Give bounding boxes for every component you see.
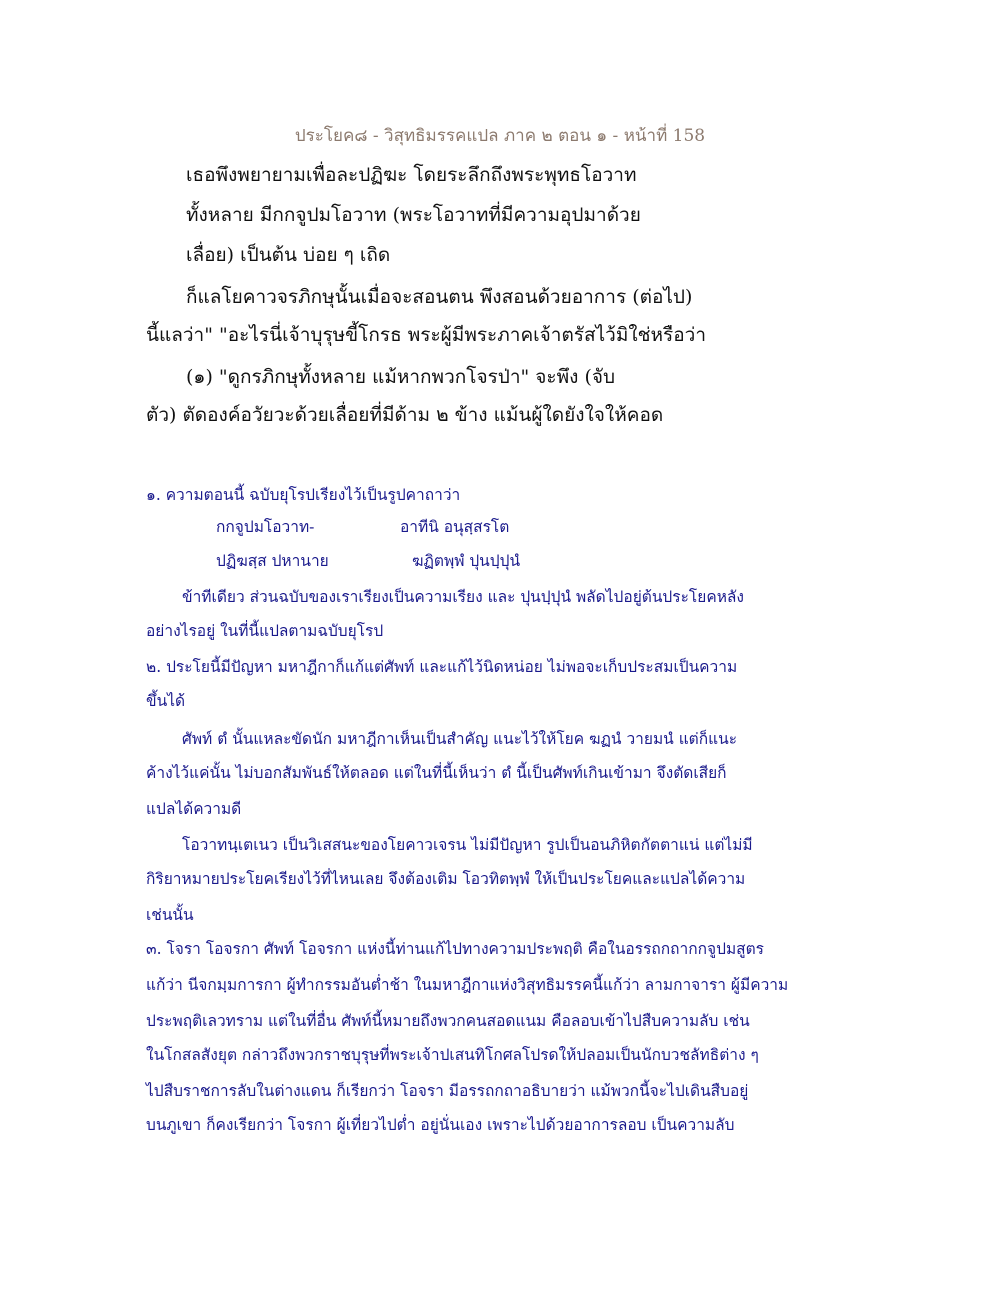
footnote-line: ศัพท์ ตํ นั้นแหละขัดนัก มหาฎีกาเห็นเป็นสำคัญ แนะไว้ให้โยค ฆฏนํ วายมนํ แต่ก็แนะ	[182, 730, 738, 748]
footnote-line: ข้าทีเดียว ส่วนฉบับของเราเรียงเป็นความเรียง และ ปุนปฺปุนํ พลัดไปอยู่ต้นประโยคหลัง	[182, 588, 744, 606]
footnote-verse: กกจูปมโอวาท-	[216, 518, 315, 536]
main-line-1: เธอพึงพยายามเพื่อละปฏิฆะ โดยระลึกถึงพระพุทธโอวาท	[186, 164, 637, 186]
main-line-3: เลื่อย) เป็นต้น บ่อย ๆ เถิด	[186, 244, 391, 266]
footnote-line: ๑. ความตอนนี้ ฉบับยุโรปเรียงไว้เป็นรูปคาถาว่า	[146, 486, 461, 504]
footnote-line: โอวาทนฺเตเนว เป็นวิเสสนะของโยคาวเจรน ไม่มีปัญหา รูปเป็นอนภิหิตกัตตาแน่ แต่ไม่มี	[182, 836, 753, 854]
footnote-line: บนภูเขา ก็คงเรียกว่า โจรกา ผู้เที่ยวไปต่ำ อยู่นั่นเอง เพราะไปด้วยอาการลอบ เป็นความลับ	[146, 1116, 735, 1134]
footnote-line: ค้างไว้แค่นั้น ไม่บอกสัมพันธ์ให้ตลอด แต่ในที่นี้เห็นว่า ตํ นี้เป็นศัพท์เกินเข้ามา จึงตัดเสียก็	[146, 764, 727, 782]
footnote-line: แปลได้ความดี	[146, 800, 242, 818]
main-line-7: ตัว) ตัดองค์อวัยวะด้วยเลื่อยที่มีด้าม ๒ ข้าง แม้นผู้ใดยังใจให้คอด	[146, 404, 664, 426]
footnote-line: ไปสืบราชการลับในต่างแดน ก็เรียกว่า โอจรา มีอรรถกถาอธิบายว่า แม้พวกนี้จะไปเดินสืบอยู่	[146, 1082, 749, 1100]
footnote-line: ประพฤติเลวทราม แต่ในที่อื่น ศัพท์นี้หมายถึงพวกคนสอดแนม คือลอบเข้าไปสืบความลับ เช่น	[146, 1012, 750, 1030]
footnote-line: ๓. โจรา โอจรกา ศัพท์ โอจรกา แห่งนี้ท่านแก้ไปทางความประพฤติ คือในอรรถกถากกจูปมสูตร	[146, 940, 765, 958]
page-header: ประโยค๘ - วิสุทธิมรรคแปล ภาค ๒ ตอน ๑ - หน้าที่ 158	[294, 126, 706, 146]
footnote-line: แก้ว่า นีจกมฺมการกา ผู้ทำกรรมอันต่ำช้า ในมหาฎีกาแห่งวิสุทธิมรรคนี้แก้ว่า ลามกาจารา ผู้มีความ	[146, 976, 789, 994]
footnote-line: อย่างไรอยู่ ในที่นี้แปลตามฉบับยุโรป	[146, 622, 384, 640]
footnote-line: ๒. ประโยนี้มีปัญหา มหาฎีกาก็แก้แต่ศัพท์ และแก้ไว้นิดหน่อย ไม่พอจะเก็บประสมเป็นความ	[146, 658, 738, 676]
footnote-line: ขึ้นได้	[146, 692, 186, 710]
footnote-verse: ปฏิฆสฺส ปหานาย	[216, 552, 329, 570]
footnote-line: ในโกสลสังยุต กล่าวถึงพวกราชบุรุษที่พระเจ้าปเสนทิโกศลโปรดให้ปลอมเป็นนักบวชลัทธิต่าง ๆ	[146, 1046, 759, 1064]
footnote-line: เช่นนั้น	[146, 906, 194, 924]
main-line-6: (๑) "ดูกรภิกษุทั้งหลาย แม้หากพวกโจรป่า" จะพึง (จับ	[186, 366, 616, 388]
footnote-line: กิริยาหมายประโยคเรียงไว้ที่ไหนเลย จึงต้องเติม โอวทิตพฺพํ ให้เป็นประโยคและแปลได้ความ	[146, 870, 746, 888]
footnote-verse: ฆฏิตพฺพํ ปุนปฺปุนํ	[412, 552, 521, 570]
footnote-verse: อาทีนิ อนุสฺสรโต	[400, 518, 510, 536]
main-line-5: นี้แลว่า" "อะไรนี่เจ้าบุรุษขี้โกรธ พระผู้มีพระภาคเจ้าตรัสไว้มิใช่หรือว่า	[146, 324, 706, 346]
main-line-4: ก็แลโยคาวจรภิกษุนั้นเมื่อจะสอนตน พึงสอนด้วยอาการ (ต่อไป)	[186, 286, 693, 308]
main-line-2: ทั้งหลาย มีกกจูปมโอวาท (พระโอวาทที่มีความอุปมาด้วย	[186, 204, 641, 226]
